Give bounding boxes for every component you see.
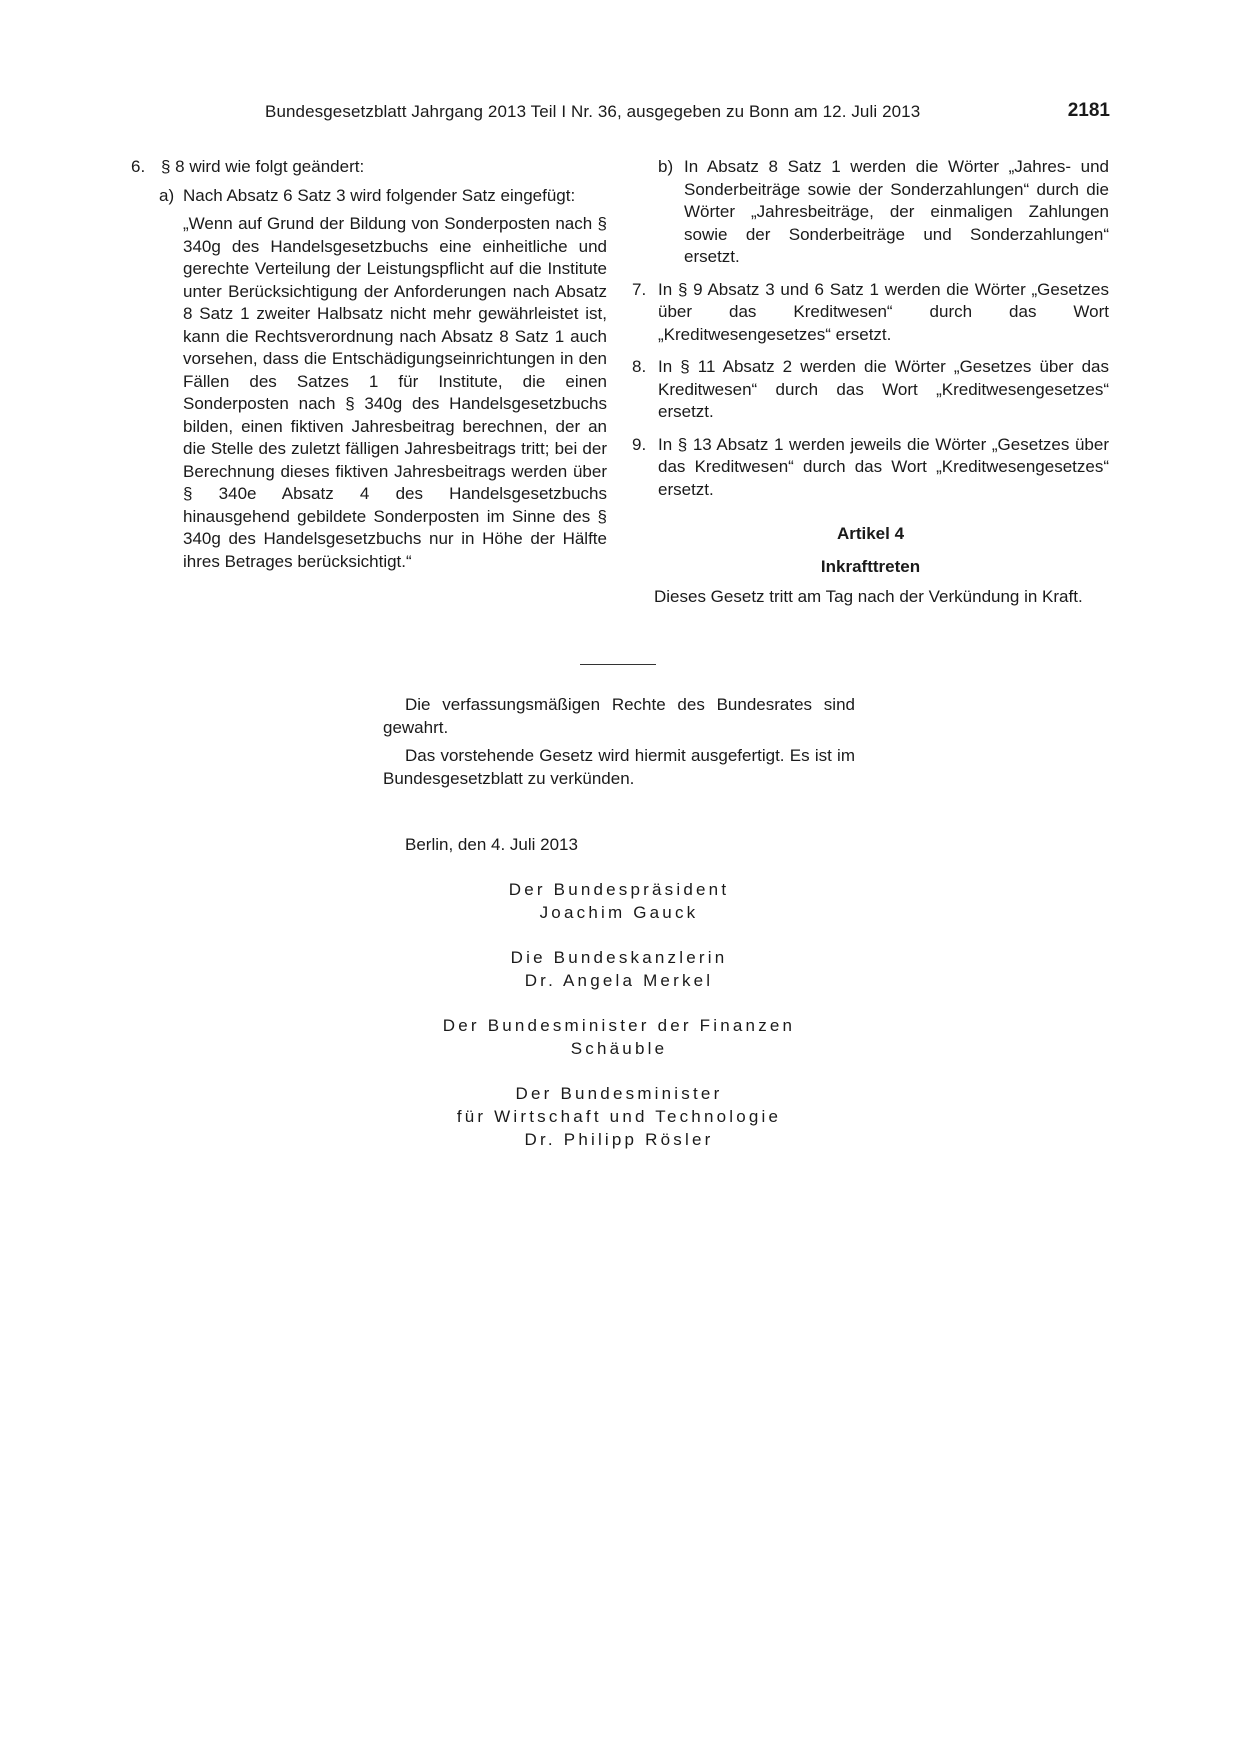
closing-formula <box>383 694 855 796</box>
gazette-title: Bundesgesetzblatt Jahrgang 2013 Teil I Nr. 36, ausgegeben zu Bonn am 12. Juli 2013 <box>265 102 921 121</box>
sub-item-label: b) <box>658 157 674 176</box>
signatory-role: Die Bundeskanzlerin <box>510 948 728 967</box>
signatory-role-line-2: für Wirtschaft und Technologie <box>456 1107 782 1126</box>
signatory-role: Der Bundesminister <box>515 1084 723 1103</box>
amendment-item-6 <box>131 156 607 179</box>
item-text: In § 11 Absatz 2 werden die Wörter „Gesetzes über das Kreditwesen“ durch das Wort „Kreditwesengesetzes“ ersetzt. <box>658 357 1109 421</box>
sub-item-text: Nach Absatz 6 Satz 3 wird folgender Satz eingefügt: <box>183 185 576 205</box>
signatory-role: Der Bundespräsident <box>508 880 730 899</box>
article-heading: Artikel 4 <box>836 524 905 543</box>
article-title: Inkrafttreten <box>820 556 921 576</box>
signatory-chancellor <box>383 946 855 992</box>
right-column <box>632 156 1109 609</box>
sub-item-text: In Absatz 8 Satz 1 werden die Wörter „Jahres- und Sonderbeiträge sowie der Sonderzahlungen“ durch die Wörter „Jahresbeiträge, der einmaligen Zahlungen sowie der Sonderbeiträge und Sonderzahlungen“ ersetzt. <box>684 157 1109 266</box>
item-text: In § 9 Absatz 3 und 6 Satz 1 werden die Wörter „Gesetzes über das Kreditwesen“ durch das Wort „Kreditwesengesetzes“ ersetzt. <box>658 279 1109 344</box>
item-number: 6. <box>131 157 146 176</box>
signatory-role: Der Bundesminister der Finanzen <box>442 1016 796 1035</box>
sub-item-label: a) <box>159 185 175 205</box>
item-number: 9. <box>632 434 647 454</box>
item-number: 7. <box>632 279 647 299</box>
signatories-block <box>383 878 855 1173</box>
article-text: Dieses Gesetz tritt am Tag nach der Verkündung in Kraft. <box>654 587 1083 606</box>
signatory-economy-minister <box>383 1082 855 1151</box>
left-column <box>131 156 607 573</box>
signatory-name: Joachim Gauck <box>539 903 699 922</box>
signatory-name: Dr. Angela Merkel <box>524 971 714 990</box>
page-header <box>265 100 1110 128</box>
item-number: 8. <box>632 357 647 376</box>
sub-item-a <box>159 185 607 208</box>
signatory-name: Schäuble <box>570 1039 668 1058</box>
section-divider <box>580 664 656 665</box>
signatory-name: Dr. Philipp Rösler <box>524 1130 714 1149</box>
sub-item-b <box>632 156 1109 269</box>
amendment-item-8 <box>632 356 1109 424</box>
closing-paragraph-1: Die verfassungsmäßigen Rechte des Bundesrates sind gewahrt. <box>383 695 855 737</box>
signatory-president <box>383 878 855 924</box>
inserted-sentence-quote: „Wenn auf Grund der Bildung von Sonderposten nach § 340g des Handelsgesetzbuchs eine einheitliche und gerechte Verteilung der Leistungspflicht auf die Institute unter Berücksichtigung der Anforderungen nach Absatz 8 Satz 1 zweiter Halbsatz nicht mehr gewährleistet ist, kann die Rechtsverordnung nach Absatz 8 Satz 1 auch vorsehen, dass die Entschädigungseinrichtungen in den Fällen des Satzes 1 für Institute, die einen Sonderposten nach § 340g des Handelsgesetzbuchs bilden, einen fiktiven Jahresbeitrag berechnen, der an die Stelle des zuletzt fälligen Jahresbeitrags tritt; bei der Berechnung dieses fiktiven Jahresbeitrags werden über § 340e Absatz 4 des Handelsgesetzbuchs hinausgehend gebildete Sonderposten im Sinne des § 340g des Handelsgesetzbuchs nur in Höhe der Hälfte ihres Betrages berücksichtigt.“ <box>183 214 607 571</box>
item-text: In § 13 Absatz 1 werden jeweils die Wörter „Gesetzes über das Kreditwesen“ durch das Wort „Kreditwesengesetzes“ ersetzt. <box>658 434 1109 499</box>
place-and-date: Berlin, den 4. Juli 2013 <box>405 835 578 854</box>
signatory-finance-minister <box>383 1014 855 1060</box>
page-number: 2181 <box>1067 100 1110 121</box>
amendment-item-9 <box>632 434 1109 502</box>
item-text: § 8 wird wie folgt geändert: <box>161 157 365 176</box>
closing-paragraph-2: Das vorstehende Gesetz wird hiermit ausgefertigt. Es ist im Bundesgesetzblatt zu verkünden. <box>383 746 855 788</box>
amendment-item-7 <box>632 279 1109 347</box>
